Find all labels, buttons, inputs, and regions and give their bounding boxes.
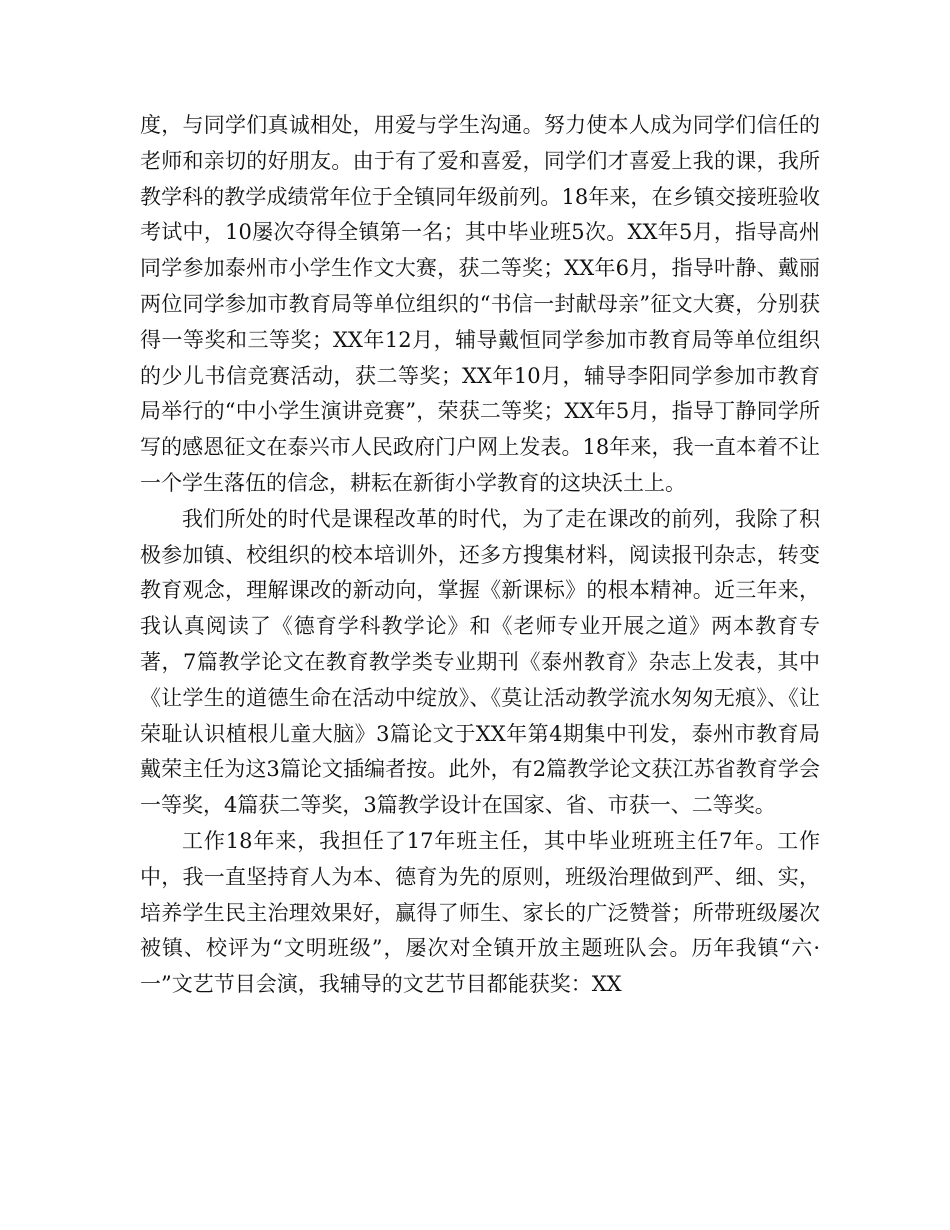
document-body [140,108,820,1003]
paragraph-3: 工作18年来，我担任了17年班主任，其中毕业班班主任7年。工作中，我一直坚持育人为本、德育为先的原则，班级治理做到严、细、实，培养学生民主治理效果好，赢得了师生、家长的广泛赞誉；所带班级屡次被镇、校评为“文明班级”，屡次对全镇开放主题班队会。历年我镇“六·一”文艺节目会演，我辅导的文艺节目都能获奖：XX [140,828,820,997]
paragraph-1: 度，与同学们真诚相处，用爱与学生沟通。努力使本人成为同学们信任的老师和亲切的好朋友。由于有了爱和喜爱，同学们才喜爱上我的课，我所教学科的教学成绩常年位于全镇同年级前列。18年来，在乡镇交接班验收考试中，10屡次夺得全镇第一名；其中毕业班5次。XX年5月，指导高州同学参加泰州市小学生作文大赛，获二等奖；XX年6月，指导叶静、戴丽两位同学参加市教育局等单位组织的“书信一封献母亲”征文大赛，分别获得一等奖和三等奖；XX年12月，辅导戴恒同学参加市教育局等单位组织的少儿书信竞赛活动，获二等奖；XX年10月，辅导李阳同学参加市教育局举行的“中小学生演讲竞赛”，荣获二等奖；XX年5月，指导丁静同学所写的感恩征文在泰兴市人民政府门户网上发表。18年来，我一直本着不让一个学生落伍的信念，耕耘在新街小学教育的这块沃土上。 [140,113,820,495]
paragraph-2: 我们所处的时代是课程改革的时代，为了走在课改的前列，我除了积极参加镇、校组织的校本培训外，还多方搜集材料，阅读报刊杂志，转变教育观念，理解课改的新动向，掌握《新课标》的根本精神。近三年来，我认真阅读了《德育学科教学论》和《老师专业开展之道》两本教育专著，7篇教学论文在教育教学类专业期刊《泰州教育》杂志上发表，其中《让学生的道德生命在活动中绽放》、《莫让活动教学流水匆匆无痕》、《让荣耻认识植根儿童大脑》3篇论文于XX年第4期集中刊发，泰州市教育局戴荣主任为这3篇论文插编者按。此外，有2篇教学论文获江苏省教育学会一等奖，4篇获二等奖，3篇教学设计在国家、省、市获一、二等奖。 [140,506,820,818]
